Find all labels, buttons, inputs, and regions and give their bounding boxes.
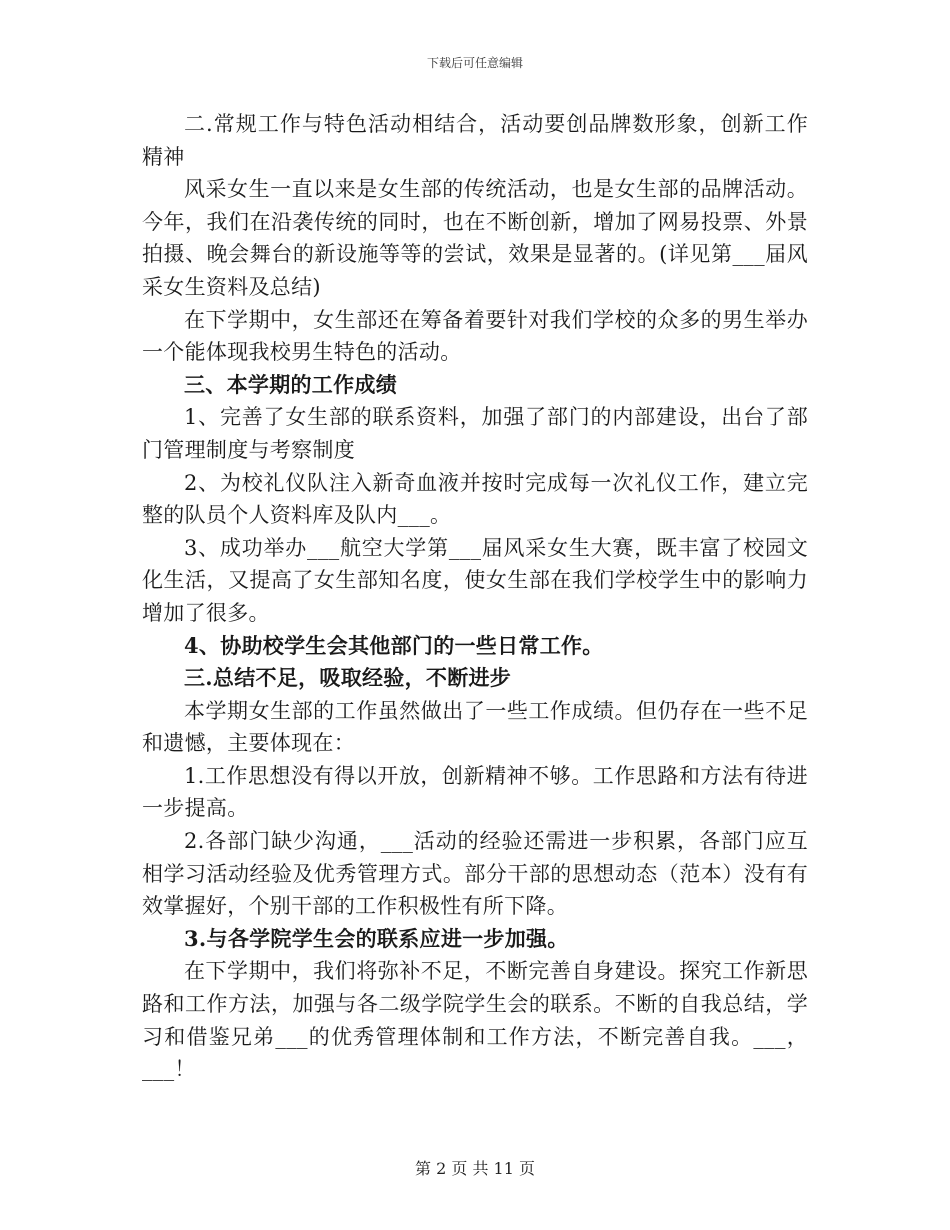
paragraph: 1.工作思想没有得以开放，创新精神不够。工作思路和方法有待进一步提高。 — [142, 763, 808, 821]
paragraph: 3、成功举办___航空大学第___届风采女生大赛，既丰富了校园文化生活，又提高了女生部知名度，使女生部在我们学校学生中的影响力增加了很多。 — [142, 535, 808, 625]
page-header: 下载后可任意编辑 — [426, 56, 523, 70]
paragraph: 在下学期中，我们将弥补不足，不断完善自身建设。探究工作新思路和工作方法，加强与各二级学院学生会的联系。不断的自我总结，学习和借鉴兄弟___的优秀管理体制和工作方法，不断完善自我。___，___！ — [142, 959, 808, 1082]
section-heading: 4、协助校学生会其他部门的一些日常工作。 — [184, 632, 604, 658]
page-footer: 第 2 页 共 11 页 — [415, 1159, 535, 1178]
section-heading: 三、本学期的工作成绩 — [184, 371, 397, 397]
section-heading: 3.与各学院学生会的联系应进一步加强。 — [184, 925, 569, 951]
paragraph: 风采女生一直以来是女生部的传统活动，也是女生部的品牌活动。今年，我们在沿袭传统的同时，也在不断创新，增加了网易投票、外景拍摄、晚会舞台的新设施等等的尝试，效果是显著的。(详见第___届风采女生资料及总结) — [142, 177, 808, 299]
section-heading: 三.总结不足，吸取经验，不断进步 — [184, 665, 512, 691]
paragraph: 1、完善了女生部的联系资料，加强了部门的内部建设，出台了部门管理制度与考察制度 — [142, 405, 808, 462]
document-body — [142, 108, 808, 1086]
paragraph: 本学期女生部的工作虽然做出了一些工作成绩。但仍存在一些不足和遗憾，主要体现在： — [142, 698, 808, 756]
paragraph: 2.各部门缺少沟通，___活动的经验还需进一步积累，各部门应互相学习活动经验及优秀管理方式。部分干部的思想动态（范本）没有有效掌握好，个别干部的工作积极性有所下降。 — [142, 829, 808, 919]
paragraph: 在下学期中，女生部还在筹备着要针对我们学校的众多的男生举办一个能体现我校男生特色的活动。 — [142, 307, 808, 365]
paragraph: 2、为校礼仪队注入新奇血液并按时完成每一次礼仪工作，建立完整的队员个人资料库及队内___。 — [142, 470, 808, 528]
paragraph: 二.常规工作与特色活动相结合，活动要创品牌数形象，创新工作精神 — [142, 112, 808, 169]
